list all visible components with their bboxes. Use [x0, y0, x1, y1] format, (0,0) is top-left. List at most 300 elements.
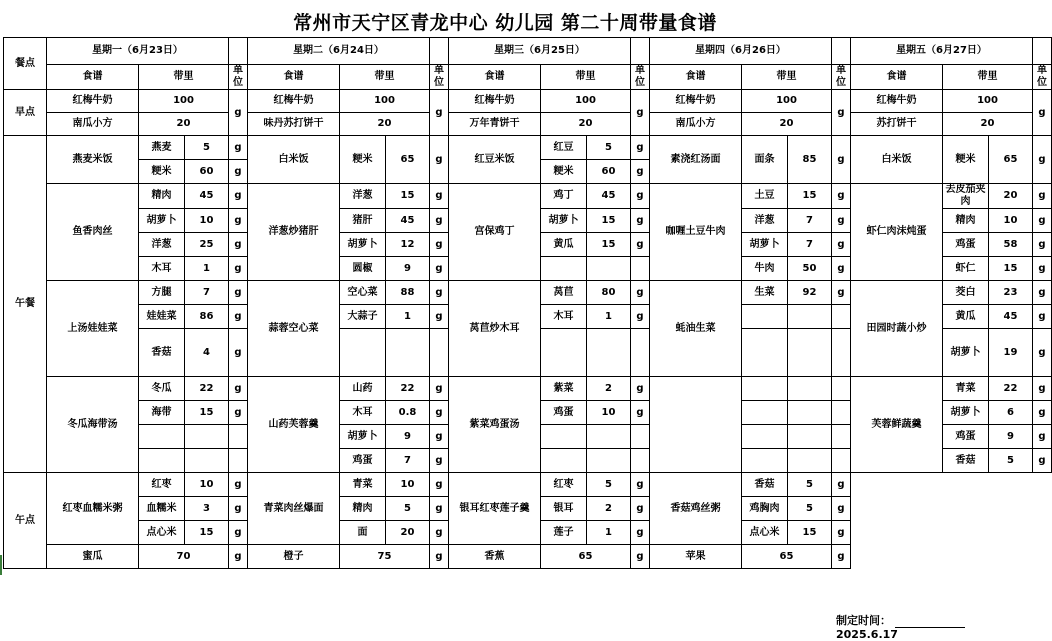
- unit-g: g: [631, 209, 650, 233]
- ingredient-qty: 7: [788, 233, 832, 257]
- breakfast-qty: 100: [340, 90, 430, 113]
- ingredient-qty: 9: [989, 425, 1033, 449]
- unit-g: g: [1033, 136, 1052, 184]
- ingredient-qty: 10: [185, 473, 229, 497]
- unit-g: g: [1033, 329, 1052, 377]
- ingredient-qty: 0.8: [386, 401, 430, 425]
- unit-g: g: [1033, 90, 1052, 136]
- breakfast-dish: 红梅牛奶: [248, 90, 340, 113]
- ingredient-qty: 60: [587, 160, 631, 184]
- ingredient-name: 土豆: [742, 184, 788, 209]
- ingredient-name: 洋葱: [139, 233, 185, 257]
- unit-g: g: [631, 160, 650, 184]
- unit-g: g: [631, 136, 650, 160]
- unit-g: [631, 329, 650, 377]
- unit-g: g: [229, 136, 248, 160]
- blank-cell: [832, 38, 851, 65]
- ingredient-name: 牛肉: [742, 257, 788, 281]
- ingredient-qty: 3: [185, 497, 229, 521]
- unit-g: g: [1033, 305, 1052, 329]
- ingredient-qty: 1: [386, 305, 430, 329]
- ingredient-qty: 6: [989, 401, 1033, 425]
- unit-g: g: [229, 160, 248, 184]
- ingredient-name: [541, 449, 587, 473]
- unit-g: g: [430, 377, 449, 401]
- ingredient-name: [541, 257, 587, 281]
- ingredient-name: 洋葱: [742, 209, 788, 233]
- breakfast-dish: 红梅牛奶: [650, 90, 742, 113]
- ingredient-name: [541, 329, 587, 377]
- snack-dish: 银耳红枣莲子羹: [449, 473, 541, 545]
- unit-g: g: [229, 401, 248, 425]
- fruit-name: 橙子: [248, 545, 340, 569]
- unit-g: g: [1033, 209, 1052, 233]
- ingredient-name: 娃娃菜: [139, 305, 185, 329]
- ingredient-name: 精肉: [943, 209, 989, 233]
- ingredient-name: 山药: [340, 377, 386, 401]
- unit-g: g: [430, 473, 449, 497]
- day-header: 星期一（6月23日）: [47, 38, 229, 65]
- ingredient-qty: 58: [989, 233, 1033, 257]
- ingredient-qty: [185, 425, 229, 449]
- ingredient-name: 点心米: [742, 521, 788, 545]
- ingredient-qty: 1: [185, 257, 229, 281]
- ingredient-qty: 2: [587, 377, 631, 401]
- col-unit-header: [229, 65, 248, 90]
- fruit-qty: 65: [742, 545, 832, 569]
- ingredient-name: 香菇: [943, 449, 989, 473]
- ingredient-qty: 92: [788, 281, 832, 305]
- ingredient-name: 精肉: [139, 184, 185, 209]
- blank-cell: [229, 38, 248, 65]
- ingredient-name: 木耳: [139, 257, 185, 281]
- ingredient-qty: 15: [989, 257, 1033, 281]
- ingredient-qty: 15: [788, 184, 832, 209]
- ingredient-qty: 7: [788, 209, 832, 233]
- lunch-dish: 咖喱土豆牛肉: [650, 184, 742, 281]
- lunch-dish: 鱼香肉丝: [47, 184, 139, 281]
- blank-cell: [1033, 38, 1052, 65]
- unit-g: g: [430, 497, 449, 521]
- ingredient-name: 去皮茄夹肉: [943, 184, 989, 209]
- ingredient-name: 银耳: [541, 497, 587, 521]
- ingredient-name: [139, 449, 185, 473]
- ingredient-name: [742, 305, 788, 329]
- ingredient-qty: 20: [989, 184, 1033, 209]
- unit-g: g: [631, 473, 650, 497]
- unit-g: g: [631, 521, 650, 545]
- snack-dish: 青菜肉丝爆面: [248, 473, 340, 545]
- ingredient-qty: [788, 377, 832, 401]
- ingredient-qty: 10: [185, 209, 229, 233]
- unit-g: g: [631, 233, 650, 257]
- ingredient-qty: 5: [587, 473, 631, 497]
- ingredient-qty: 15: [587, 233, 631, 257]
- ingredient-name: 精肉: [340, 497, 386, 521]
- unit-g: g: [832, 521, 851, 545]
- unit-g: g: [229, 209, 248, 233]
- unit-g: g: [430, 449, 449, 473]
- breakfast-qty: 20: [541, 113, 631, 136]
- ingredient-name: 鸡蛋: [943, 233, 989, 257]
- ingredient-qty: 7: [185, 281, 229, 305]
- breakfast-qty: 100: [943, 90, 1033, 113]
- day-header: 星期五（6月27日）: [851, 38, 1033, 65]
- unit-g: [832, 401, 851, 425]
- unit-g: g: [430, 545, 449, 569]
- ingredient-name: 胡萝卜: [340, 425, 386, 449]
- ingredient-qty: 19: [989, 329, 1033, 377]
- ingredient-qty: 65: [386, 136, 430, 184]
- ingredient-name: 胡萝卜: [541, 209, 587, 233]
- ingredient-qty: 5: [587, 136, 631, 160]
- unit-g: g: [1033, 281, 1052, 305]
- unit-g: g: [832, 545, 851, 569]
- ingredient-name: 莲子: [541, 521, 587, 545]
- ingredient-qty: 85: [788, 136, 832, 184]
- unit-g: [832, 305, 851, 329]
- unit-header-text: 单位: [836, 65, 846, 88]
- unit-g: [430, 329, 449, 377]
- unit-g: g: [229, 473, 248, 497]
- unit-g: g: [229, 184, 248, 209]
- ingredient-qty: [185, 449, 229, 473]
- col-qty-header: 带里: [139, 65, 229, 90]
- col-unit-header: [430, 65, 449, 90]
- unit-g: g: [430, 136, 449, 184]
- unit-g: g: [832, 209, 851, 233]
- ingredient-name: [742, 377, 788, 401]
- ingredient-name: 鸡蛋: [943, 425, 989, 449]
- ingredient-name: 黄瓜: [943, 305, 989, 329]
- ingredient-name: 红枣: [541, 473, 587, 497]
- ingredient-name: 青菜: [340, 473, 386, 497]
- unit-g: g: [229, 233, 248, 257]
- ingredient-name: [742, 401, 788, 425]
- ingredient-qty: [788, 425, 832, 449]
- meal-header: 餐点: [4, 38, 47, 90]
- meal-lunch: 午餐: [4, 136, 47, 473]
- lunch-dish: 燕麦米饭: [47, 136, 139, 184]
- ingredient-qty: [386, 329, 430, 377]
- breakfast-dish: 红梅牛奶: [851, 90, 943, 113]
- fruit-name: 香蕉: [449, 545, 541, 569]
- unit-g: g: [1033, 377, 1052, 401]
- ingredient-qty: 45: [587, 184, 631, 209]
- ingredient-name: 黄瓜: [541, 233, 587, 257]
- unit-g: g: [832, 184, 851, 209]
- fruit-qty: 70: [139, 545, 229, 569]
- ingredient-name: 面: [340, 521, 386, 545]
- unit-g: [229, 449, 248, 473]
- lunch-dish: 莴苣炒木耳: [449, 281, 541, 377]
- ingredient-qty: 22: [185, 377, 229, 401]
- sheet-edge-marker: [0, 555, 2, 575]
- day-header: 星期四（6月26日）: [650, 38, 832, 65]
- unit-g: g: [430, 257, 449, 281]
- ingredient-qty: 12: [386, 233, 430, 257]
- fruit-qty: 65: [541, 545, 631, 569]
- ingredient-name: [340, 329, 386, 377]
- blank-cell: [631, 38, 650, 65]
- ingredient-qty: 15: [185, 521, 229, 545]
- unit-g: g: [229, 281, 248, 305]
- ingredient-qty: 65: [989, 136, 1033, 184]
- ingredient-qty: 88: [386, 281, 430, 305]
- unit-g: g: [1033, 233, 1052, 257]
- ingredient-name: 胡萝卜: [742, 233, 788, 257]
- unit-g: g: [430, 521, 449, 545]
- unit-header-text: 单位: [635, 65, 645, 88]
- unit-g: g: [430, 281, 449, 305]
- ingredient-qty: 5: [386, 497, 430, 521]
- ingredient-qty: 45: [185, 184, 229, 209]
- ingredient-name: 胡萝卜: [139, 209, 185, 233]
- breakfast-qty: 20: [943, 113, 1033, 136]
- ingredient-qty: 15: [185, 401, 229, 425]
- lunch-dish: [650, 377, 742, 473]
- unit-g: [832, 329, 851, 377]
- unit-g: g: [229, 377, 248, 401]
- col-qty-header: 带里: [340, 65, 430, 90]
- ingredient-name: 燕麦: [139, 136, 185, 160]
- col-dish-header: 食谱: [449, 65, 541, 90]
- unit-g: g: [631, 281, 650, 305]
- ingredient-qty: 5: [788, 473, 832, 497]
- day-header: 星期二（6月24日）: [248, 38, 430, 65]
- unit-g: [832, 449, 851, 473]
- ingredient-name: 莴苣: [541, 281, 587, 305]
- lunch-dish: 蒜蓉空心菜: [248, 281, 340, 377]
- unit-g: g: [631, 497, 650, 521]
- breakfast-qty: 100: [541, 90, 631, 113]
- unit-g: g: [430, 184, 449, 209]
- ingredient-name: 粳米: [541, 160, 587, 184]
- ingredient-qty: 10: [989, 209, 1033, 233]
- ingredient-name: 虾仁: [943, 257, 989, 281]
- col-qty-header: 带里: [742, 65, 832, 90]
- ingredient-qty: 5: [788, 497, 832, 521]
- footer-label: 制定时间：: [836, 614, 891, 627]
- unit-g: g: [229, 521, 248, 545]
- breakfast-qty: 100: [742, 90, 832, 113]
- ingredient-qty: 80: [587, 281, 631, 305]
- breakfast-dish: 南瓜小方: [47, 113, 139, 136]
- unit-g: g: [229, 329, 248, 377]
- unit-g: g: [832, 473, 851, 497]
- unit-g: g: [229, 305, 248, 329]
- lunch-dish: 素浇红汤面: [650, 136, 742, 184]
- ingredient-qty: 5: [185, 136, 229, 160]
- ingredient-name: [541, 425, 587, 449]
- col-dish-header: 食谱: [47, 65, 139, 90]
- ingredient-qty: 22: [989, 377, 1033, 401]
- lunch-dish: 虾仁肉沫炖蛋: [851, 184, 943, 281]
- unit-g: g: [430, 90, 449, 136]
- ingredient-qty: 5: [989, 449, 1033, 473]
- unit-g: g: [430, 425, 449, 449]
- breakfast-dish: 味丹苏打饼干: [248, 113, 340, 136]
- ingredient-qty: 7: [386, 449, 430, 473]
- unit-g: [229, 425, 248, 449]
- ingredient-name: 海带: [139, 401, 185, 425]
- unit-g: g: [1033, 184, 1052, 209]
- ingredient-qty: 45: [989, 305, 1033, 329]
- fruit-name: 苹果: [650, 545, 742, 569]
- ingredient-name: 胡萝卜: [340, 233, 386, 257]
- unit-g: g: [229, 545, 248, 569]
- lunch-dish: 红豆米饭: [449, 136, 541, 184]
- ingredient-name: [742, 425, 788, 449]
- lunch-dish: 紫菜鸡蛋汤: [449, 377, 541, 473]
- meal-snack: 午点: [4, 473, 47, 569]
- lunch-dish: 田园时蔬小炒: [851, 281, 943, 377]
- ingredient-name: 猪肝: [340, 209, 386, 233]
- ingredient-qty: [788, 401, 832, 425]
- unit-g: g: [832, 281, 851, 305]
- lunch-dish: 洋葱炒猪肝: [248, 184, 340, 281]
- ingredient-name: 胡萝卜: [943, 401, 989, 425]
- ingredient-name: 粳米: [139, 160, 185, 184]
- unit-g: g: [229, 90, 248, 136]
- lunch-dish: 芙蓉鲜蔬羹: [851, 377, 943, 473]
- col-dish-header: 食谱: [650, 65, 742, 90]
- unit-g: g: [1033, 425, 1052, 449]
- ingredient-name: 胡萝卜: [943, 329, 989, 377]
- ingredient-name: [742, 329, 788, 377]
- ingredient-name: 鸡胸肉: [742, 497, 788, 521]
- ingredient-qty: 10: [587, 401, 631, 425]
- ingredient-qty: 15: [587, 209, 631, 233]
- ingredient-qty: 1: [587, 521, 631, 545]
- ingredient-name: [742, 449, 788, 473]
- ingredient-qty: 4: [185, 329, 229, 377]
- ingredient-name: 圆椒: [340, 257, 386, 281]
- empty-friday-snack: [851, 473, 1052, 569]
- fruit-name: 蜜瓜: [47, 545, 139, 569]
- ingredient-name: 鸡丁: [541, 184, 587, 209]
- unit-g: g: [1033, 401, 1052, 425]
- meal-breakfast: 早点: [4, 90, 47, 136]
- ingredient-qty: 20: [386, 521, 430, 545]
- ingredient-qty: 15: [788, 521, 832, 545]
- ingredient-qty: 50: [788, 257, 832, 281]
- ingredient-qty: [788, 305, 832, 329]
- ingredient-qty: 2: [587, 497, 631, 521]
- ingredient-qty: 1: [587, 305, 631, 329]
- ingredient-qty: 25: [185, 233, 229, 257]
- ingredient-qty: 9: [386, 257, 430, 281]
- unit-g: g: [1033, 257, 1052, 281]
- ingredient-name: 粳米: [943, 136, 989, 184]
- ingredient-name: 点心米: [139, 521, 185, 545]
- ingredient-name: 洋葱: [340, 184, 386, 209]
- ingredient-qty: 22: [386, 377, 430, 401]
- ingredient-name: 血糯米: [139, 497, 185, 521]
- ingredient-name: 青菜: [943, 377, 989, 401]
- fruit-qty: 75: [340, 545, 430, 569]
- menu-table: [3, 37, 1052, 593]
- ingredient-name: 鸡蛋: [541, 401, 587, 425]
- ingredient-name: 紫菜: [541, 377, 587, 401]
- ingredient-qty: [587, 449, 631, 473]
- unit-g: g: [229, 497, 248, 521]
- breakfast-qty: 20: [340, 113, 430, 136]
- snack-dish: 红枣血糯米粥: [47, 473, 139, 545]
- unit-header-text: 单位: [434, 65, 444, 88]
- unit-g: [832, 377, 851, 401]
- unit-g: g: [631, 90, 650, 136]
- col-unit-header: [832, 65, 851, 90]
- lunch-dish: 冬瓜海带汤: [47, 377, 139, 473]
- unit-g: [631, 425, 650, 449]
- ingredient-name: 粳米: [340, 136, 386, 184]
- unit-header-text: 单位: [1037, 65, 1047, 88]
- breakfast-dish: 苏打饼干: [851, 113, 943, 136]
- ingredient-name: 空心菜: [340, 281, 386, 305]
- unit-g: g: [832, 136, 851, 184]
- unit-g: g: [832, 233, 851, 257]
- unit-g: g: [430, 401, 449, 425]
- breakfast-dish: 红梅牛奶: [449, 90, 541, 113]
- unit-g: [631, 257, 650, 281]
- breakfast-qty: 100: [139, 90, 229, 113]
- unit-g: g: [430, 209, 449, 233]
- unit-g: g: [631, 184, 650, 209]
- unit-g: g: [229, 257, 248, 281]
- ingredient-qty: 10: [386, 473, 430, 497]
- breakfast-dish: 红梅牛奶: [47, 90, 139, 113]
- lunch-dish: 蚝油生菜: [650, 281, 742, 377]
- breakfast-dish: 南瓜小方: [650, 113, 742, 136]
- unit-g: g: [631, 377, 650, 401]
- ingredient-qty: 9: [386, 425, 430, 449]
- col-dish-header: 食谱: [248, 65, 340, 90]
- unit-g: g: [631, 401, 650, 425]
- unit-g: g: [832, 90, 851, 136]
- unit-g: g: [1033, 449, 1052, 473]
- day-header: 星期三（6月25日）: [449, 38, 631, 65]
- ingredient-qty: 86: [185, 305, 229, 329]
- breakfast-qty: 20: [139, 113, 229, 136]
- ingredient-qty: [587, 329, 631, 377]
- snack-dish: 香菇鸡丝粥: [650, 473, 742, 545]
- unit-g: g: [832, 257, 851, 281]
- footer-underline: [895, 616, 965, 628]
- col-dish-header: 食谱: [851, 65, 943, 90]
- ingredient-name: 香菇: [139, 329, 185, 377]
- ingredient-name: 香菇: [742, 473, 788, 497]
- ingredient-name: 茭白: [943, 281, 989, 305]
- ingredient-qty: 45: [386, 209, 430, 233]
- lunch-dish: 山药芙蓉羹: [248, 377, 340, 473]
- unit-g: g: [631, 545, 650, 569]
- lunch-dish: 白米饭: [248, 136, 340, 184]
- lunch-dish: 上汤娃娃菜: [47, 281, 139, 377]
- ingredient-qty: 15: [386, 184, 430, 209]
- col-qty-header: 带里: [943, 65, 1033, 90]
- ingredient-name: 大蒜子: [340, 305, 386, 329]
- ingredient-qty: [587, 257, 631, 281]
- ingredient-name: 鸡蛋: [340, 449, 386, 473]
- unit-g: [631, 449, 650, 473]
- col-unit-header: [631, 65, 650, 90]
- ingredient-name: 冬瓜: [139, 377, 185, 401]
- lunch-dish: 白米饭: [851, 136, 943, 184]
- footer-made-time: [836, 612, 1010, 641]
- ingredient-name: 面条: [742, 136, 788, 184]
- ingredient-name: [139, 425, 185, 449]
